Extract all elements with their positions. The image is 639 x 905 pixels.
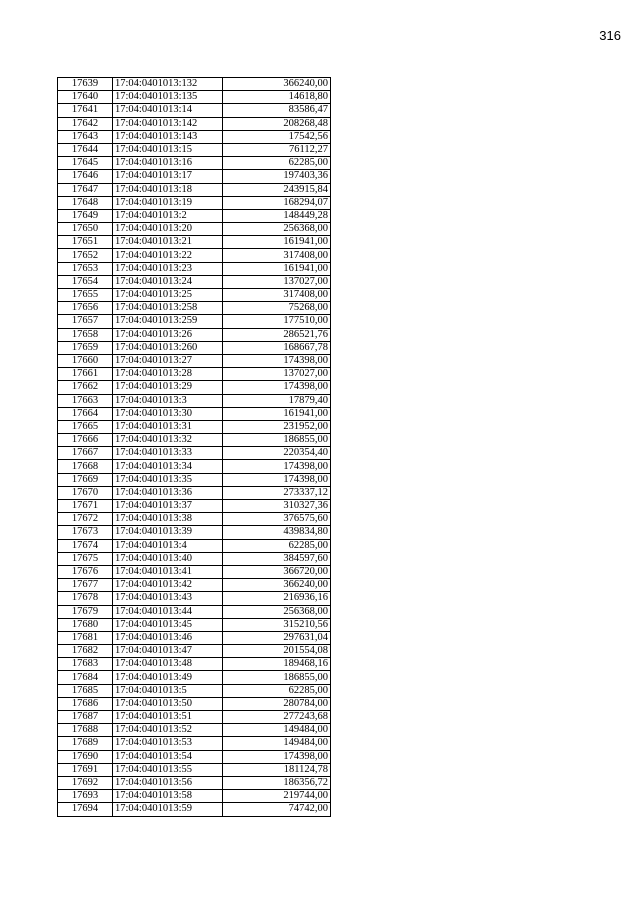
- table-row: [58, 183, 331, 196]
- table-row: [58, 262, 331, 275]
- row-number: 17686: [58, 697, 113, 710]
- row-number: 17677: [58, 579, 113, 592]
- cadastral-value: 161941,00: [223, 236, 331, 249]
- cadastral-number: 17:04:0401013:49: [113, 671, 223, 684]
- cadastral-value: 376575,60: [223, 513, 331, 526]
- table-row: [58, 552, 331, 565]
- table-row: [58, 236, 331, 249]
- row-number: 17645: [58, 157, 113, 170]
- table-row: [58, 196, 331, 209]
- row-number: 17642: [58, 117, 113, 130]
- table-row: [58, 302, 331, 315]
- cadastral-value: 243915,84: [223, 183, 331, 196]
- table-row: [58, 618, 331, 631]
- cadastral-value: 186855,00: [223, 671, 331, 684]
- cadastral-value: 280784,00: [223, 697, 331, 710]
- cadastral-number: 17:04:0401013:19: [113, 196, 223, 209]
- cadastral-value: 17879,40: [223, 394, 331, 407]
- cadastral-number: 17:04:0401013:47: [113, 645, 223, 658]
- table-row: [58, 513, 331, 526]
- row-number: 17649: [58, 209, 113, 222]
- cadastral-value: 277243,68: [223, 711, 331, 724]
- table-row: [58, 697, 331, 710]
- cadastral-value: 137027,00: [223, 275, 331, 288]
- cadastral-number: 17:04:0401013:135: [113, 91, 223, 104]
- cadastral-number: 17:04:0401013:5: [113, 684, 223, 697]
- cadastral-number: 17:04:0401013:24: [113, 275, 223, 288]
- row-number: 17679: [58, 605, 113, 618]
- cadastral-value: 297631,04: [223, 631, 331, 644]
- cadastral-value: 62285,00: [223, 684, 331, 697]
- cadastral-number: 17:04:0401013:51: [113, 711, 223, 724]
- row-number: 17644: [58, 143, 113, 156]
- cadastral-value: 148449,28: [223, 209, 331, 222]
- table-row: [58, 447, 331, 460]
- row-number: 17664: [58, 407, 113, 420]
- cadastral-number: 17:04:0401013:258: [113, 302, 223, 315]
- table-row: [58, 803, 331, 816]
- cadastral-value: 219744,00: [223, 790, 331, 803]
- cadastral-value: 76112,27: [223, 143, 331, 156]
- cadastral-value: 168294,07: [223, 196, 331, 209]
- cadastral-number: 17:04:0401013:59: [113, 803, 223, 816]
- cadastral-number: 17:04:0401013:18: [113, 183, 223, 196]
- row-number: 17656: [58, 302, 113, 315]
- row-number: 17689: [58, 737, 113, 750]
- cadastral-number: 17:04:0401013:44: [113, 605, 223, 618]
- row-number: 17658: [58, 328, 113, 341]
- table-row: [58, 671, 331, 684]
- cadastral-number: 17:04:0401013:32: [113, 434, 223, 447]
- table-row: [58, 750, 331, 763]
- table-row: [58, 486, 331, 499]
- row-number: 17688: [58, 724, 113, 737]
- table-row: [58, 658, 331, 671]
- cadastral-number: 17:04:0401013:36: [113, 486, 223, 499]
- table-row: [58, 368, 331, 381]
- cadastral-value: 256368,00: [223, 605, 331, 618]
- table-row: [58, 170, 331, 183]
- row-number: 17654: [58, 275, 113, 288]
- cadastral-value: 220354,40: [223, 447, 331, 460]
- table-row: [58, 130, 331, 143]
- cadastral-value: 186356,72: [223, 776, 331, 789]
- row-number: 17690: [58, 750, 113, 763]
- cadastral-value: 216936,16: [223, 592, 331, 605]
- cadastral-number: 17:04:0401013:37: [113, 500, 223, 513]
- row-number: 17661: [58, 368, 113, 381]
- table-row: [58, 315, 331, 328]
- row-number: 17666: [58, 434, 113, 447]
- row-number: 17668: [58, 460, 113, 473]
- cadastral-value: 174398,00: [223, 473, 331, 486]
- row-number: 17685: [58, 684, 113, 697]
- table-row: [58, 104, 331, 117]
- row-number: 17648: [58, 196, 113, 209]
- row-number: 17650: [58, 223, 113, 236]
- table-row: [58, 289, 331, 302]
- cadastral-value: 177510,00: [223, 315, 331, 328]
- row-number: 17694: [58, 803, 113, 816]
- row-number: 17692: [58, 776, 113, 789]
- cadastral-value: 256368,00: [223, 223, 331, 236]
- cadastral-number: 17:04:0401013:17: [113, 170, 223, 183]
- table-row: [58, 117, 331, 130]
- table-row: [58, 724, 331, 737]
- row-number: 17670: [58, 486, 113, 499]
- table-row: [58, 341, 331, 354]
- cadastral-value: 181124,78: [223, 763, 331, 776]
- cadastral-value: 310327,36: [223, 500, 331, 513]
- row-number: 17675: [58, 552, 113, 565]
- cadastral-value: 273337,12: [223, 486, 331, 499]
- row-number: 17693: [58, 790, 113, 803]
- table-row: [58, 91, 331, 104]
- row-number: 17646: [58, 170, 113, 183]
- cadastral-value: 197403,36: [223, 170, 331, 183]
- row-number: 17651: [58, 236, 113, 249]
- cadastral-number: 17:04:0401013:260: [113, 341, 223, 354]
- row-number: 17659: [58, 341, 113, 354]
- table-row: [58, 565, 331, 578]
- table-row: [58, 737, 331, 750]
- table-row: [58, 78, 331, 91]
- cadastral-value: 286521,76: [223, 328, 331, 341]
- table-row: [58, 539, 331, 552]
- row-number: 17682: [58, 645, 113, 658]
- cadastral-number: 17:04:0401013:3: [113, 394, 223, 407]
- row-number: 17639: [58, 78, 113, 91]
- row-number: 17665: [58, 420, 113, 433]
- cadastral-number: 17:04:0401013:40: [113, 552, 223, 565]
- cadastral-value: 384597,60: [223, 552, 331, 565]
- cadastral-number: 17:04:0401013:29: [113, 381, 223, 394]
- cadastral-number: 17:04:0401013:26: [113, 328, 223, 341]
- table-row: [58, 526, 331, 539]
- cadastral-value: 161941,00: [223, 407, 331, 420]
- cadastral-value: 315210,56: [223, 618, 331, 631]
- cadastral-number: 17:04:0401013:46: [113, 631, 223, 644]
- row-number: 17657: [58, 315, 113, 328]
- row-number: 17655: [58, 289, 113, 302]
- cadastral-value: 14618,80: [223, 91, 331, 104]
- row-number: 17667: [58, 447, 113, 460]
- cadastral-value: 174398,00: [223, 354, 331, 367]
- row-number: 17662: [58, 381, 113, 394]
- row-number: 17641: [58, 104, 113, 117]
- cadastral-number: 17:04:0401013:45: [113, 618, 223, 631]
- table-row: [58, 631, 331, 644]
- table-row: [58, 209, 331, 222]
- cadastral-value: 149484,00: [223, 737, 331, 750]
- cadastral-value: 208268,48: [223, 117, 331, 130]
- cadastral-number: 17:04:0401013:38: [113, 513, 223, 526]
- row-number: 17684: [58, 671, 113, 684]
- row-number: 17671: [58, 500, 113, 513]
- page-number: 316: [599, 28, 621, 43]
- row-number: 17663: [58, 394, 113, 407]
- cadastral-number: 17:04:0401013:259: [113, 315, 223, 328]
- cadastral-number: 17:04:0401013:42: [113, 579, 223, 592]
- cadastral-number: 17:04:0401013:39: [113, 526, 223, 539]
- cadastral-number: 17:04:0401013:22: [113, 249, 223, 262]
- cadastral-number: 17:04:0401013:2: [113, 209, 223, 222]
- cadastral-value: 189468,16: [223, 658, 331, 671]
- row-number: 17652: [58, 249, 113, 262]
- table-row: [58, 381, 331, 394]
- row-number: 17680: [58, 618, 113, 631]
- row-number: 17687: [58, 711, 113, 724]
- cadastral-number: 17:04:0401013:28: [113, 368, 223, 381]
- table-row: [58, 157, 331, 170]
- cadastral-value-table: [57, 77, 331, 817]
- cadastral-number: 17:04:0401013:53: [113, 737, 223, 750]
- cadastral-value: 62285,00: [223, 157, 331, 170]
- cadastral-number: 17:04:0401013:30: [113, 407, 223, 420]
- cadastral-number: 17:04:0401013:35: [113, 473, 223, 486]
- cadastral-number: 17:04:0401013:4: [113, 539, 223, 552]
- table-row: [58, 711, 331, 724]
- table-row: [58, 407, 331, 420]
- table-row: [58, 328, 331, 341]
- row-number: 17691: [58, 763, 113, 776]
- cadastral-number: 17:04:0401013:58: [113, 790, 223, 803]
- cadastral-value: 201554,08: [223, 645, 331, 658]
- row-number: 17681: [58, 631, 113, 644]
- row-number: 17653: [58, 262, 113, 275]
- table-row: [58, 790, 331, 803]
- table-row: [58, 605, 331, 618]
- table-body: [58, 78, 331, 817]
- row-number: 17643: [58, 130, 113, 143]
- table-row: [58, 275, 331, 288]
- cadastral-value: 137027,00: [223, 368, 331, 381]
- cadastral-number: 17:04:0401013:52: [113, 724, 223, 737]
- table-row: [58, 434, 331, 447]
- row-number: 17673: [58, 526, 113, 539]
- cadastral-number: 17:04:0401013:14: [113, 104, 223, 117]
- table-row: [58, 223, 331, 236]
- row-number: 17660: [58, 354, 113, 367]
- cadastral-number: 17:04:0401013:142: [113, 117, 223, 130]
- cadastral-number: 17:04:0401013:54: [113, 750, 223, 763]
- row-number: 17640: [58, 91, 113, 104]
- cadastral-number: 17:04:0401013:25: [113, 289, 223, 302]
- row-number: 17676: [58, 565, 113, 578]
- row-number: 17672: [58, 513, 113, 526]
- row-number: 17669: [58, 473, 113, 486]
- cadastral-value: 231952,00: [223, 420, 331, 433]
- table-row: [58, 592, 331, 605]
- cadastral-number: 17:04:0401013:41: [113, 565, 223, 578]
- cadastral-number: 17:04:0401013:16: [113, 157, 223, 170]
- cadastral-value: 366240,00: [223, 579, 331, 592]
- cadastral-number: 17:04:0401013:55: [113, 763, 223, 776]
- cadastral-number: 17:04:0401013:23: [113, 262, 223, 275]
- cadastral-value: 74742,00: [223, 803, 331, 816]
- cadastral-number: 17:04:0401013:31: [113, 420, 223, 433]
- cadastral-number: 17:04:0401013:15: [113, 143, 223, 156]
- table-row: [58, 776, 331, 789]
- cadastral-number: 17:04:0401013:43: [113, 592, 223, 605]
- table-row: [58, 249, 331, 262]
- cadastral-value: 83586,47: [223, 104, 331, 117]
- cadastral-value: 439834,80: [223, 526, 331, 539]
- cadastral-value: 174398,00: [223, 750, 331, 763]
- table-row: [58, 473, 331, 486]
- cadastral-value: 174398,00: [223, 460, 331, 473]
- table-row: [58, 420, 331, 433]
- table-row: [58, 579, 331, 592]
- row-number: 17678: [58, 592, 113, 605]
- cadastral-value: 186855,00: [223, 434, 331, 447]
- cadastral-number: 17:04:0401013:34: [113, 460, 223, 473]
- cadastral-number: 17:04:0401013:48: [113, 658, 223, 671]
- table-row: [58, 354, 331, 367]
- cadastral-value: 17542,56: [223, 130, 331, 143]
- cadastral-value: 366720,00: [223, 565, 331, 578]
- table-row: [58, 500, 331, 513]
- cadastral-value: 75268,00: [223, 302, 331, 315]
- table-row: [58, 645, 331, 658]
- table-row: [58, 684, 331, 697]
- cadastral-value: 317408,00: [223, 249, 331, 262]
- cadastral-number: 17:04:0401013:27: [113, 354, 223, 367]
- table-row: [58, 394, 331, 407]
- table-row: [58, 143, 331, 156]
- table-row: [58, 460, 331, 473]
- cadastral-number: 17:04:0401013:33: [113, 447, 223, 460]
- cadastral-number: 17:04:0401013:21: [113, 236, 223, 249]
- table-row: [58, 763, 331, 776]
- cadastral-number: 17:04:0401013:50: [113, 697, 223, 710]
- cadastral-value: 366240,00: [223, 78, 331, 91]
- row-number: 17674: [58, 539, 113, 552]
- cadastral-number: 17:04:0401013:132: [113, 78, 223, 91]
- cadastral-number: 17:04:0401013:143: [113, 130, 223, 143]
- row-number: 17683: [58, 658, 113, 671]
- cadastral-value: 149484,00: [223, 724, 331, 737]
- cadastral-number: 17:04:0401013:56: [113, 776, 223, 789]
- cadastral-value: 161941,00: [223, 262, 331, 275]
- row-number: 17647: [58, 183, 113, 196]
- cadastral-value: 174398,00: [223, 381, 331, 394]
- cadastral-number: 17:04:0401013:20: [113, 223, 223, 236]
- cadastral-value: 62285,00: [223, 539, 331, 552]
- cadastral-value: 317408,00: [223, 289, 331, 302]
- cadastral-value: 168667,78: [223, 341, 331, 354]
